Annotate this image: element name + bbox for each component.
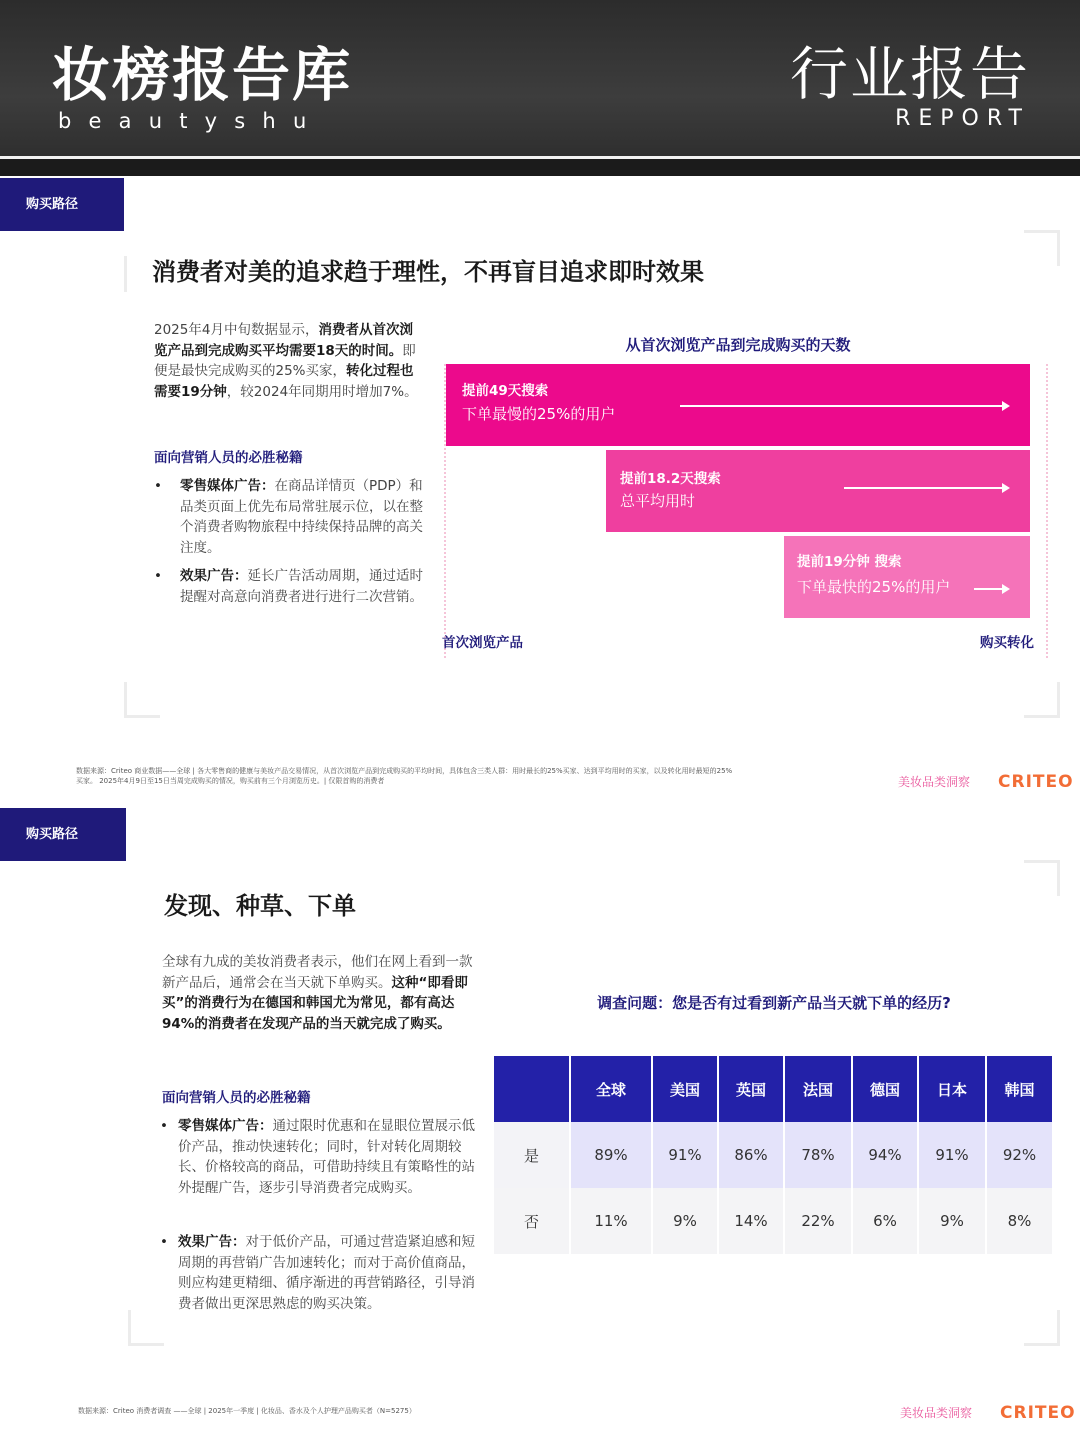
criteo-logo: CRITEO (998, 772, 1074, 792)
table-cell: 89% (570, 1122, 652, 1188)
table-cell: 9% (652, 1188, 718, 1254)
column-header: 日本 (918, 1056, 986, 1122)
intro-paragraph: 全球有九成的美妆消费者表示，他们在网上看到一款新产品后，通常会在当天就下单购买。这种“即看即买”的消费行为在德国和韩国尤为常见，都有高达94%的消费者在发现产品的当天就完成了购买。 (162, 954, 473, 1032)
end-guide-line (1046, 364, 1048, 658)
column-header: 英国 (718, 1056, 784, 1122)
slide-title: 消费者对美的追求趋于理性，不再盲目追求即时效果 (152, 258, 704, 286)
table-cell: 78% (784, 1122, 852, 1188)
bar-caption: 总平均用时 (620, 492, 696, 510)
intro-paragraph: 2025年4月中旬数据显示，消费者从首次浏览产品到完成购买平均需要18天的时间。即便是最快完成购买的25%买家，转化过程也需要19分钟，较2024年同期用时增加7%。 (154, 322, 418, 400)
table-cell: 9% (918, 1188, 986, 1254)
header-banner (0, 0, 1080, 176)
column-header: 美国 (652, 1056, 718, 1122)
table-cell: 11% (570, 1188, 652, 1254)
tips-heading: 面向营销人员的必胜秘籍 (162, 1090, 311, 1106)
row-label: 否 (494, 1188, 570, 1254)
chart-bar-fastest (784, 536, 1030, 618)
arrow-icon (680, 405, 1008, 407)
table-cell: 14% (718, 1188, 784, 1254)
section-tag: 购买路径 (0, 808, 126, 861)
survey-table (494, 1056, 1052, 1254)
list-item: • 效果广告：对于低价产品，可通过营造紧迫感和短周期的再营销广告加速转化；而对于高价值商品，则应构建更精细、循序渐进的再营销路径，引导消费者做出更深思熟虑的购买决策。 (160, 1232, 476, 1314)
report-title: 行业报告 (789, 40, 1030, 108)
corner-bracket (1024, 230, 1060, 266)
source-note: 数据来源：Criteo 商业数据——全球 | 各大零售商的健康与美妆产品交易情况，从首次浏览产品到完成购买的平均时间，具体包含三类人群：用时最长的25%买家、达到平均用时的买家，以及转化用时最短的25%买家。 2025年4月9日至15日当周完成购买的情况，购买前有三个月浏览历史。| 仅限首购的消费者 (76, 767, 733, 785)
table-cell: 91% (652, 1122, 718, 1188)
column-header: 全球 (570, 1056, 652, 1122)
column-header: 韩国 (986, 1056, 1052, 1122)
criteo-logo: CRITEO (1000, 1403, 1076, 1423)
bar-caption: 下单最慢的25%的用户 (462, 405, 616, 423)
bar-heading: 提前19分钟 搜索 (797, 554, 902, 570)
table-cell: 92% (986, 1122, 1052, 1188)
row-label: 是 (494, 1122, 570, 1188)
section-tag: 购买路径 (0, 178, 124, 231)
axis-end-label: 购买转化 (980, 635, 1034, 651)
bar-caption: 下单最快的25%的用户 (797, 578, 951, 596)
column-header: 法国 (784, 1056, 852, 1122)
slide-title: 发现、种草、下单 (164, 892, 356, 920)
table-row (494, 1122, 1052, 1188)
axis-start-label: 首次浏览产品 (442, 635, 523, 651)
bar-heading: 提前49天搜索 (462, 383, 549, 399)
corner-bracket (1024, 860, 1060, 896)
banner-base (0, 159, 1080, 176)
tips-list (154, 476, 424, 607)
table-row (494, 1188, 1052, 1254)
table-cell: 8% (986, 1188, 1052, 1254)
chart-bar-average (606, 450, 1030, 532)
brand-title: 妆榜报告库 (52, 41, 353, 109)
survey-question: 调查问题：您是否有过看到新产品当天就下单的经历? (597, 994, 951, 1012)
table-cell: 22% (784, 1188, 852, 1254)
column-header: 德国 (852, 1056, 918, 1122)
corner-bracket (1024, 682, 1060, 718)
table-cell: 91% (918, 1122, 986, 1188)
list-item: • 零售媒体广告：在商品详情页（PDP）和品类页面上优先布局常驻展示位，以在整个消费者购物旅程中持续保持品牌的高关注度。 (154, 476, 424, 558)
chart-title: 从首次浏览产品到完成购买的天数 (625, 336, 851, 354)
bar-heading: 提前18.2天搜索 (620, 471, 721, 487)
chart-bar-slowest (446, 364, 1030, 446)
corner-bracket (124, 682, 160, 718)
corner-bracket (1024, 1310, 1060, 1346)
insight-label: 美妆品类洞察 (900, 1406, 973, 1420)
list-item: • 效果广告：延长广告活动周期，通过适时提醒对高意向消费者进行进行二次营销。 (154, 566, 424, 607)
brand-subtitle: beautyshu (58, 109, 324, 133)
arrow-icon (844, 487, 1008, 489)
insight-label: 美妆品类洞察 (898, 775, 971, 789)
list-item: • 零售媒体广告：通过限时优惠和在显眼位置展示低价产品，推动快速转化；同时，针对转化周期较长、价格较高的商品，可借助持续且有策略性的站外提醒广告，逐步引导消费者完成购买。 (160, 1116, 476, 1198)
tips-list (160, 1116, 476, 1314)
source-note: 数据来源：Criteo 消费者调查 ——全球 | 2025年一季度 | 化妆品、香水及个人护理产品购买者（N=5275） (78, 1407, 416, 1415)
corner-bracket (128, 1310, 164, 1346)
column-header (494, 1056, 570, 1122)
table-cell: 6% (852, 1188, 918, 1254)
arrow-icon (974, 588, 1008, 590)
table-header-row (494, 1056, 1052, 1122)
table-cell: 94% (852, 1122, 918, 1188)
tips-heading: 面向营销人员的必胜秘籍 (154, 450, 303, 466)
report-subtitle: REPORT (895, 106, 1030, 131)
table-cell: 86% (718, 1122, 784, 1188)
